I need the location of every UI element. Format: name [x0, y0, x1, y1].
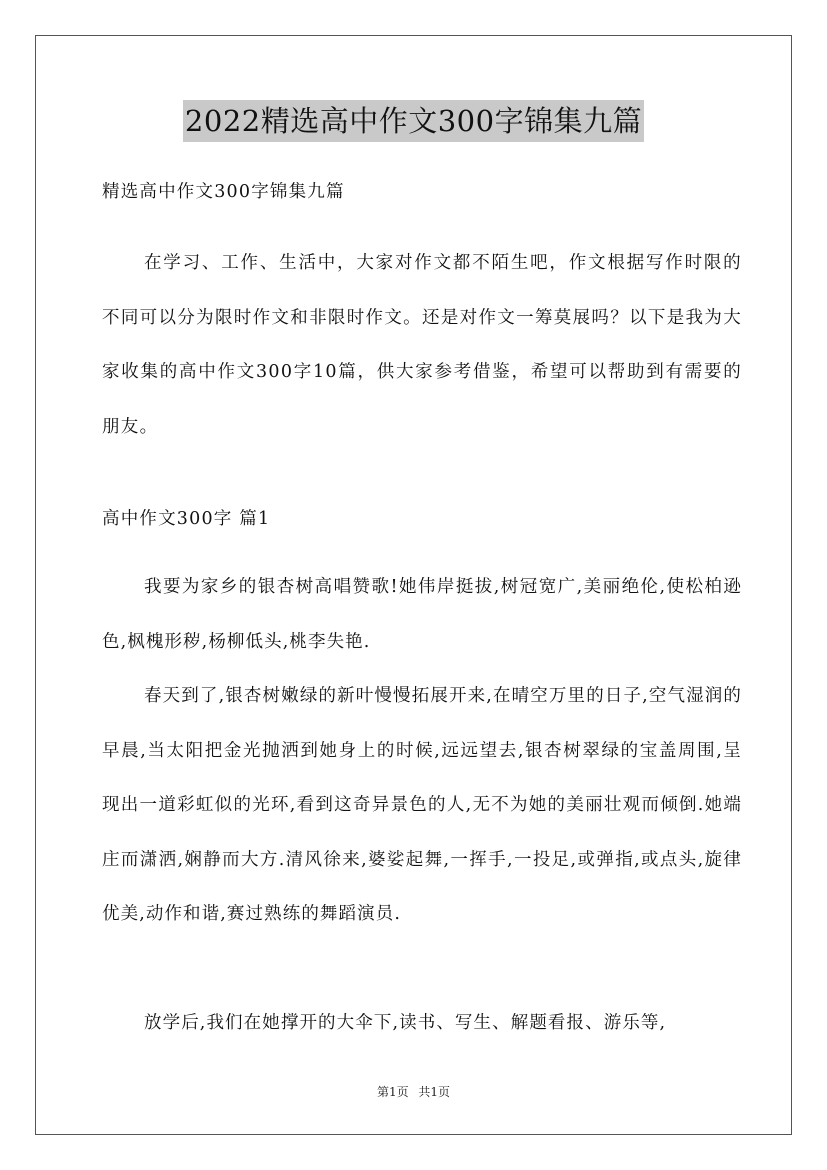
title-container — [0, 100, 827, 142]
body-paragraph-1: 我要为家乡的银杏树高唱赞歌!她伟岸挺拔,树冠宽广,美丽绝伦,使松柏逊色,枫槐形秽,杨柳低头,桃李失艳. — [102, 577, 742, 652]
page-number: 第1页 — [376, 1085, 409, 1099]
body-paragraph-3: 放学后,我们在她撑开的大伞下,读书、写生、解题看报、游乐等, — [144, 1013, 667, 1033]
page-footer — [0, 1084, 827, 1100]
page-total: 共1页 — [418, 1085, 451, 1099]
body-paragraph-2: 春天到了,银杏树嫩绿的新叶慢慢拓展开来,在晴空万里的日子,空气湿润的早晨,当太阳把金光抛洒到她身上的时候,远远望去,银杏树翠绿的宝盖周围,呈现出一道彩虹似的光环,看到这奇异景色的人,无不为她的美丽壮观而倾倒.她端庄而潇洒,娴静而大方.清风徐来,婆娑起舞,一挥手,一投足,或弹指,或点头,旋律优美,动作和谐,赛过熟练的舞蹈演员. — [102, 686, 742, 924]
intro-paragraph: 在学习、工作、生活中，大家对作文都不陌生吧，作文根据写作时限的不同可以分为限时作文和非限时作文。还是对作文一筹莫展吗？以下是我为大家收集的高中作文300字10篇，供大家参考借鉴，希望可以帮助到有需要的朋友。 — [102, 253, 742, 437]
document-subtitle: 精选高中作文300字锦集九篇 — [102, 182, 345, 202]
section-heading: 高中作文300字 篇1 — [102, 509, 271, 529]
document-title: 2022精选高中作文300字锦集九篇 — [183, 100, 644, 142]
